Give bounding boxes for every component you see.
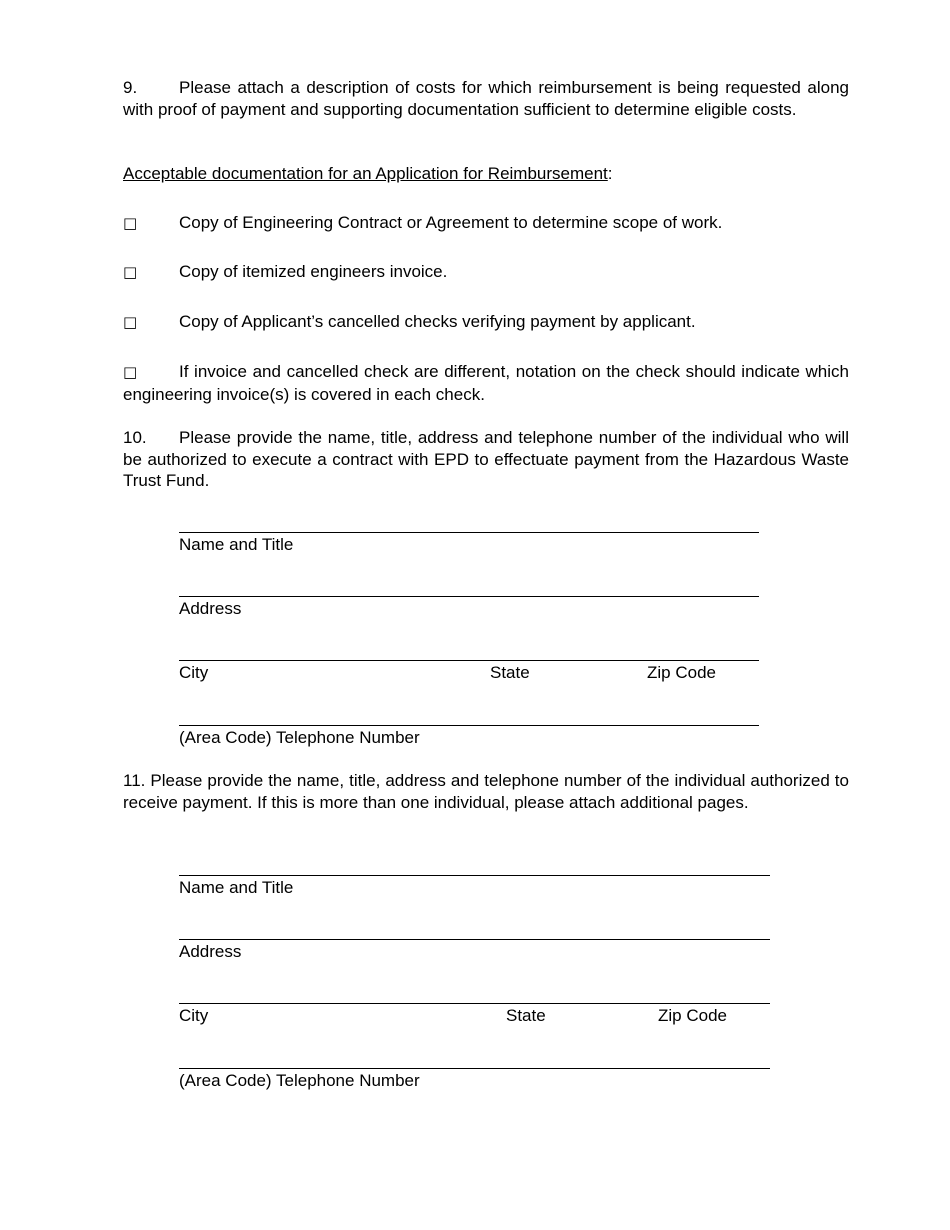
item-10-zip-label: Zip Code xyxy=(647,663,716,682)
doc-item-invoice-text: Copy of itemized engineers invoice. xyxy=(179,262,448,281)
doc-item-contract-text: Copy of Engineering Contract or Agreement to determine scope of work. xyxy=(179,213,723,232)
doc-item-notation-text: If invoice and cancelled check are different, notation on the check should indicate which engineering invoice(s) is covered in each check. xyxy=(123,362,849,404)
item-10-name-title-label: Name and Title xyxy=(179,535,294,554)
item-9-text: Please attach a description of costs for which reimbursement is being requested along with proof of payment and supporting documentation sufficient to determine eligible costs. xyxy=(123,78,849,119)
item-11-name-title-line[interactable] xyxy=(179,875,770,876)
item-11-text: Please provide the name, title, address and telephone number of the individual authorized to receive payment. If this is more than one individual, please attach additional pages. xyxy=(123,771,849,812)
item-10-name-title-line[interactable] xyxy=(179,532,759,533)
documentation-heading xyxy=(123,163,849,185)
checkbox-icon[interactable]: □ xyxy=(123,363,138,381)
checkbox-icon[interactable]: □ xyxy=(123,313,138,331)
item-11-state-label: State xyxy=(506,1006,546,1025)
item-11-phone-label: (Area Code) Telephone Number xyxy=(179,1071,420,1090)
checkbox-icon[interactable]: □ xyxy=(123,263,138,281)
item-10-city-state-zip-line[interactable] xyxy=(179,660,759,661)
checkbox-icon[interactable]: □ xyxy=(123,214,138,232)
item-10-address-label: Address xyxy=(179,599,242,618)
item-11-phone-line[interactable] xyxy=(179,1068,770,1069)
item-10-address-line[interactable] xyxy=(179,596,759,597)
item-10-phone-line[interactable] xyxy=(179,725,759,726)
doc-item-checks-text: Copy of Applicant’s cancelled checks verifying payment by applicant. xyxy=(179,312,696,331)
item-10-phone-label: (Area Code) Telephone Number xyxy=(179,728,420,747)
item-10-number: 10. xyxy=(123,428,147,447)
item-10-paragraph xyxy=(123,427,849,492)
item-10-state-label: State xyxy=(490,663,530,682)
doc-item-invoice xyxy=(123,261,849,284)
item-11-number: 11. xyxy=(123,771,146,790)
item-11-address-line[interactable] xyxy=(179,939,770,940)
doc-item-contract xyxy=(123,212,849,235)
item-11-address-label: Address xyxy=(179,942,242,961)
item-10-text: Please provide the name, title, address and telephone number of the individual who will be authorized to execute a contract with EPD to effectuate payment from the Hazardous Waste Trust Fund. xyxy=(123,428,849,490)
item-10-city-label: City xyxy=(179,663,209,682)
item-9-paragraph xyxy=(123,77,849,120)
item-11-name-title-label: Name and Title xyxy=(179,878,294,897)
doc-item-notation xyxy=(123,361,849,405)
item-11-zip-label: Zip Code xyxy=(658,1006,727,1025)
item-9-number: 9. xyxy=(123,78,138,97)
item-11-city-state-zip-line[interactable] xyxy=(179,1003,770,1004)
documentation-heading-suffix: : xyxy=(607,164,613,183)
item-11-paragraph xyxy=(123,770,849,813)
item-11-city-label: City xyxy=(179,1006,209,1025)
documentation-heading-text: Acceptable documentation for an Application for Reimbursement xyxy=(123,164,608,183)
doc-item-checks xyxy=(123,311,849,334)
